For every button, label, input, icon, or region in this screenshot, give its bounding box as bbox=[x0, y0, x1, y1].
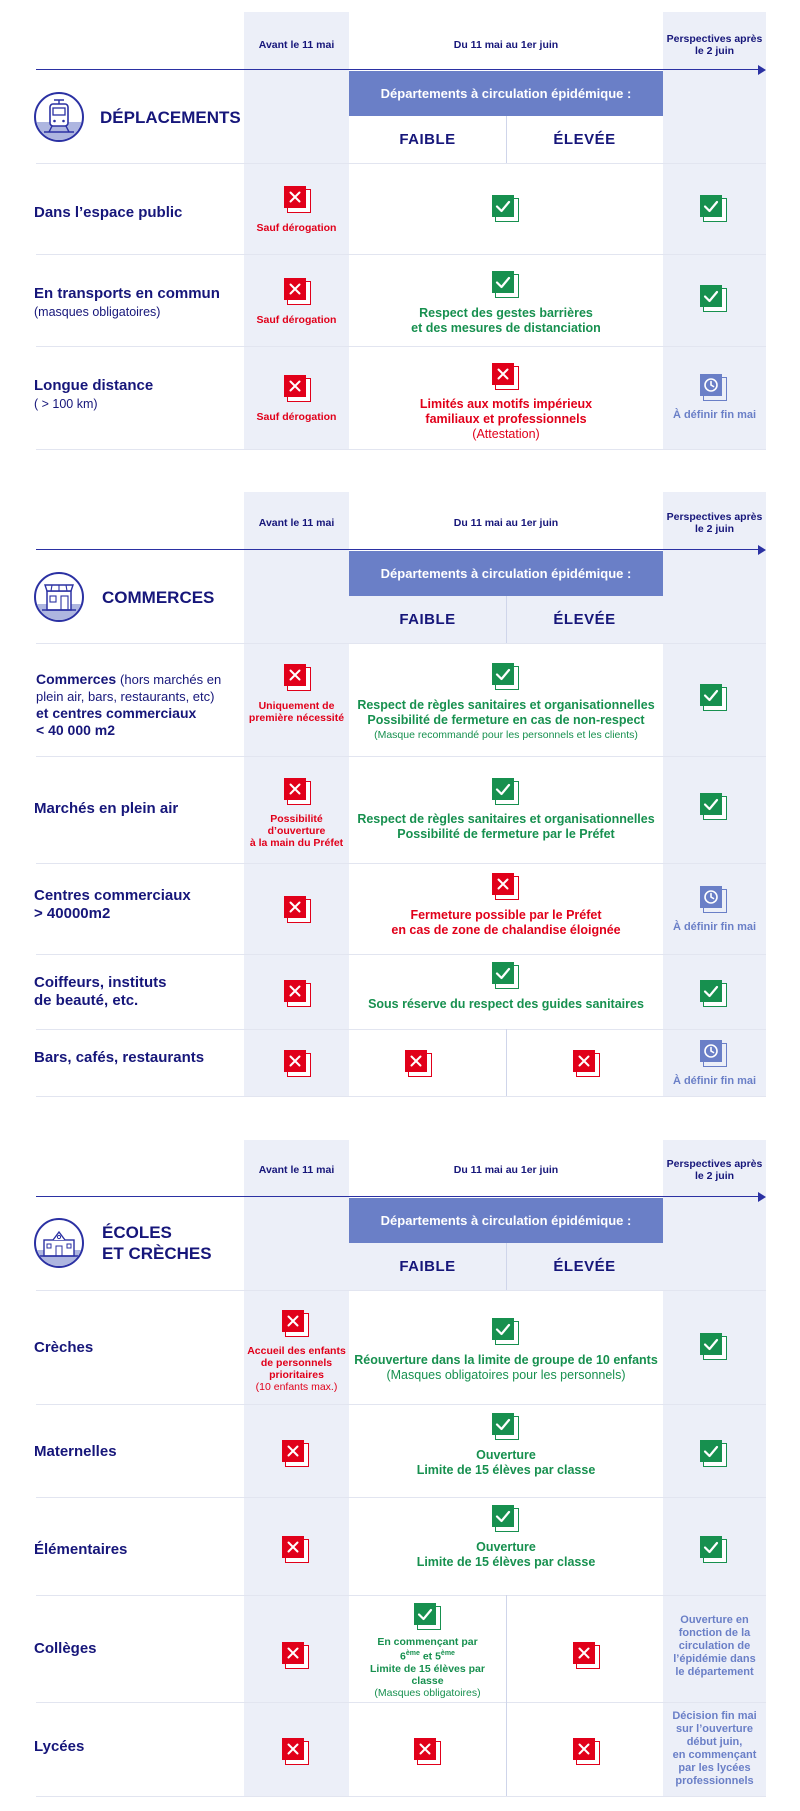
departements-banner: Départements à circulation épidémique : bbox=[349, 71, 663, 116]
row-label-elementaires: Élémentaires bbox=[34, 1541, 128, 1558]
timeline-arrow-icon bbox=[758, 1192, 766, 1202]
tram-icon bbox=[34, 92, 84, 142]
check-icon bbox=[700, 1333, 722, 1355]
row-label-centres-commerciaux: Centres commerciaux > 40000m2 bbox=[34, 887, 191, 922]
timeline-line bbox=[36, 549, 758, 550]
cross-icon bbox=[573, 1642, 595, 1664]
check-icon bbox=[700, 1440, 722, 1462]
avant-note: Sauf dérogation bbox=[256, 314, 337, 326]
avant-column-band bbox=[244, 1140, 349, 1796]
cross-icon bbox=[284, 980, 306, 1002]
cross-icon bbox=[284, 778, 306, 800]
header-du: Du 11 mai au 1er juin bbox=[453, 39, 559, 51]
faible-note: En commençant par 6ème et 5ème Limite de 15 élèves par classe (Masques obligatoires) bbox=[370, 1636, 485, 1699]
check-icon bbox=[700, 285, 722, 307]
divider bbox=[506, 116, 507, 163]
perspectives-note: Décision fin mai sur l’ouverture début juin, en commençant par les lycées professionnels bbox=[672, 1710, 757, 1787]
check-icon bbox=[700, 980, 722, 1002]
perspectives-note: À définir fin mai bbox=[672, 921, 757, 933]
row-divider bbox=[36, 1497, 766, 1498]
cross-icon bbox=[284, 1050, 306, 1072]
row-label-espace-public: Dans l’espace public bbox=[34, 204, 183, 221]
clock-icon bbox=[700, 374, 722, 396]
check-icon bbox=[700, 195, 722, 217]
center-note: Ouverture Limite de 15 élèves par classe bbox=[416, 1540, 596, 1569]
clock-icon bbox=[700, 1040, 722, 1062]
check-icon bbox=[492, 271, 514, 293]
cross-icon bbox=[284, 375, 306, 397]
row-label-coiffeurs: Coiffeurs, instituts de beauté, etc. bbox=[34, 974, 167, 1009]
header-perspectives: Perspectives après le 2 juin bbox=[666, 511, 763, 535]
check-icon bbox=[492, 962, 514, 984]
cross-icon bbox=[492, 363, 514, 385]
cross-icon bbox=[284, 278, 306, 300]
header-perspectives: Perspectives après le 2 juin bbox=[666, 1158, 763, 1182]
row-label-creches: Crèches bbox=[34, 1339, 94, 1356]
divider bbox=[506, 1243, 507, 1290]
cross-icon bbox=[282, 1440, 304, 1462]
cross-icon bbox=[282, 1310, 304, 1332]
header-du: Du 11 mai au 1er juin bbox=[453, 517, 559, 529]
row-label-marches: Marchés en plein air bbox=[34, 800, 179, 817]
cross-icon bbox=[414, 1738, 436, 1760]
clock-icon bbox=[700, 886, 722, 908]
section-title: ÉCOLES ET CRÈCHES bbox=[102, 1223, 212, 1263]
shop-icon bbox=[34, 572, 84, 622]
header-perspectives: Perspectives après le 2 juin bbox=[666, 33, 763, 57]
perspectives-note: À définir fin mai bbox=[672, 1075, 757, 1087]
header-avant: Avant le 11 mai bbox=[258, 517, 335, 529]
check-icon bbox=[700, 1536, 722, 1558]
departements-banner: Départements à circulation épidémique : bbox=[349, 1198, 663, 1243]
check-icon bbox=[700, 684, 722, 706]
row-divider bbox=[36, 954, 766, 955]
avant-note: Sauf dérogation bbox=[256, 411, 337, 423]
center-note: Respect de règles sanitaires et organisationnelles Possibilité de fermeture en cas de non-respect (Masque recommandé pour les personnels et les clients) bbox=[357, 698, 655, 741]
row-divider bbox=[36, 254, 766, 255]
check-icon bbox=[700, 793, 722, 815]
cross-icon bbox=[282, 1738, 304, 1760]
timeline-arrow-icon bbox=[758, 65, 766, 75]
row-divider bbox=[36, 1796, 766, 1797]
row-divider bbox=[36, 1029, 766, 1030]
header-du: Du 11 mai au 1er juin bbox=[453, 1164, 559, 1176]
perspectives-note: Ouverture en fonction de la circulation de l’épidémie dans le département bbox=[673, 1614, 756, 1678]
cross-icon bbox=[573, 1738, 595, 1760]
cross-icon bbox=[282, 1642, 304, 1664]
header-avant: Avant le 11 mai bbox=[258, 39, 335, 51]
faible-header: FAIBLE bbox=[399, 1258, 456, 1275]
row-divider bbox=[36, 1290, 766, 1291]
row-divider bbox=[36, 863, 766, 864]
row-divider bbox=[36, 1702, 766, 1703]
check-icon bbox=[492, 1413, 514, 1435]
cross-icon bbox=[284, 186, 306, 208]
cross-icon bbox=[573, 1050, 595, 1072]
row-label-maternelles: Maternelles bbox=[34, 1443, 117, 1460]
row-label-bars: Bars, cafés, restaurants bbox=[34, 1049, 205, 1066]
row-label-colleges: Collèges bbox=[34, 1640, 97, 1657]
cross-icon bbox=[492, 873, 514, 895]
cross-icon bbox=[284, 896, 306, 918]
row-label-commerces: Commerces (hors marchés en plein air, bars, restaurants, etc) et centres commerciaux < 40 000 m2 bbox=[36, 671, 222, 738]
center-note: Limités aux motifs impérieux familiaux et professionnels (Attestation) bbox=[419, 397, 593, 441]
center-note: Sous réserve du respect des guides sanitaires bbox=[368, 997, 644, 1011]
avant-note: Possibilité d’ouverture à la main du Préfet bbox=[249, 813, 344, 849]
row-label-transports: En transports en commun (masques obligatoires) bbox=[34, 285, 220, 319]
row-divider bbox=[36, 163, 766, 164]
section-title: DÉPLACEMENTS bbox=[100, 108, 241, 127]
check-icon bbox=[492, 195, 514, 217]
cross-icon bbox=[282, 1536, 304, 1558]
center-note: Respect des gestes barrières et des mesures de distanciation bbox=[411, 306, 601, 335]
elevee-header: ÉLEVÉE bbox=[553, 611, 616, 628]
perspectives-note: À définir fin mai bbox=[672, 409, 757, 421]
timeline-line bbox=[36, 69, 758, 70]
center-note: Ouverture Limite de 15 élèves par classe bbox=[416, 1448, 596, 1477]
header-avant: Avant le 11 mai bbox=[258, 1164, 335, 1176]
check-icon bbox=[492, 1318, 514, 1340]
row-divider bbox=[36, 449, 766, 450]
check-icon bbox=[492, 778, 514, 800]
faible-header: FAIBLE bbox=[399, 611, 456, 628]
departements-banner: Départements à circulation épidémique : bbox=[349, 551, 663, 596]
row-label-lycees: Lycées bbox=[34, 1738, 85, 1755]
check-icon bbox=[492, 1505, 514, 1527]
check-icon bbox=[492, 663, 514, 685]
center-note: Respect de règles sanitaires et organisationnelles Possibilité de fermeture par le Préfet bbox=[357, 812, 655, 841]
row-divider bbox=[36, 1595, 766, 1596]
row-label-longue-distance: Longue distance ( > 100 km) bbox=[34, 377, 154, 411]
row-divider bbox=[36, 643, 766, 644]
row-divider bbox=[36, 756, 766, 757]
divider bbox=[506, 1595, 507, 1796]
row-divider bbox=[36, 1096, 766, 1097]
divider bbox=[506, 1029, 507, 1096]
check-icon bbox=[414, 1603, 436, 1625]
elevee-header: ÉLEVÉE bbox=[553, 131, 616, 148]
avant-note: Sauf dérogation bbox=[256, 222, 337, 234]
row-divider bbox=[36, 1404, 766, 1405]
section-title: COMMERCES bbox=[102, 588, 215, 607]
avant-note: Uniquement de première nécessité bbox=[248, 700, 345, 724]
timeline-line bbox=[36, 1196, 758, 1197]
elevee-header: ÉLEVÉE bbox=[553, 1258, 616, 1275]
center-note: Réouverture dans la limite de groupe de 10 enfants (Masques obligatoires pour les personnels) bbox=[354, 1353, 658, 1382]
faible-header: FAIBLE bbox=[399, 131, 456, 148]
timeline-arrow-icon bbox=[758, 545, 766, 555]
row-divider bbox=[36, 346, 766, 347]
divider bbox=[506, 596, 507, 643]
avant-note: Accueil des enfants de personnels prioritaires (10 enfants max.) bbox=[247, 1345, 346, 1393]
perspectives-column-band bbox=[663, 1140, 766, 1796]
center-note: Fermeture possible par le Préfet en cas de zone de chalandise éloignée bbox=[391, 908, 621, 937]
school-icon bbox=[34, 1218, 84, 1268]
cross-icon bbox=[284, 664, 306, 686]
cross-icon bbox=[405, 1050, 427, 1072]
